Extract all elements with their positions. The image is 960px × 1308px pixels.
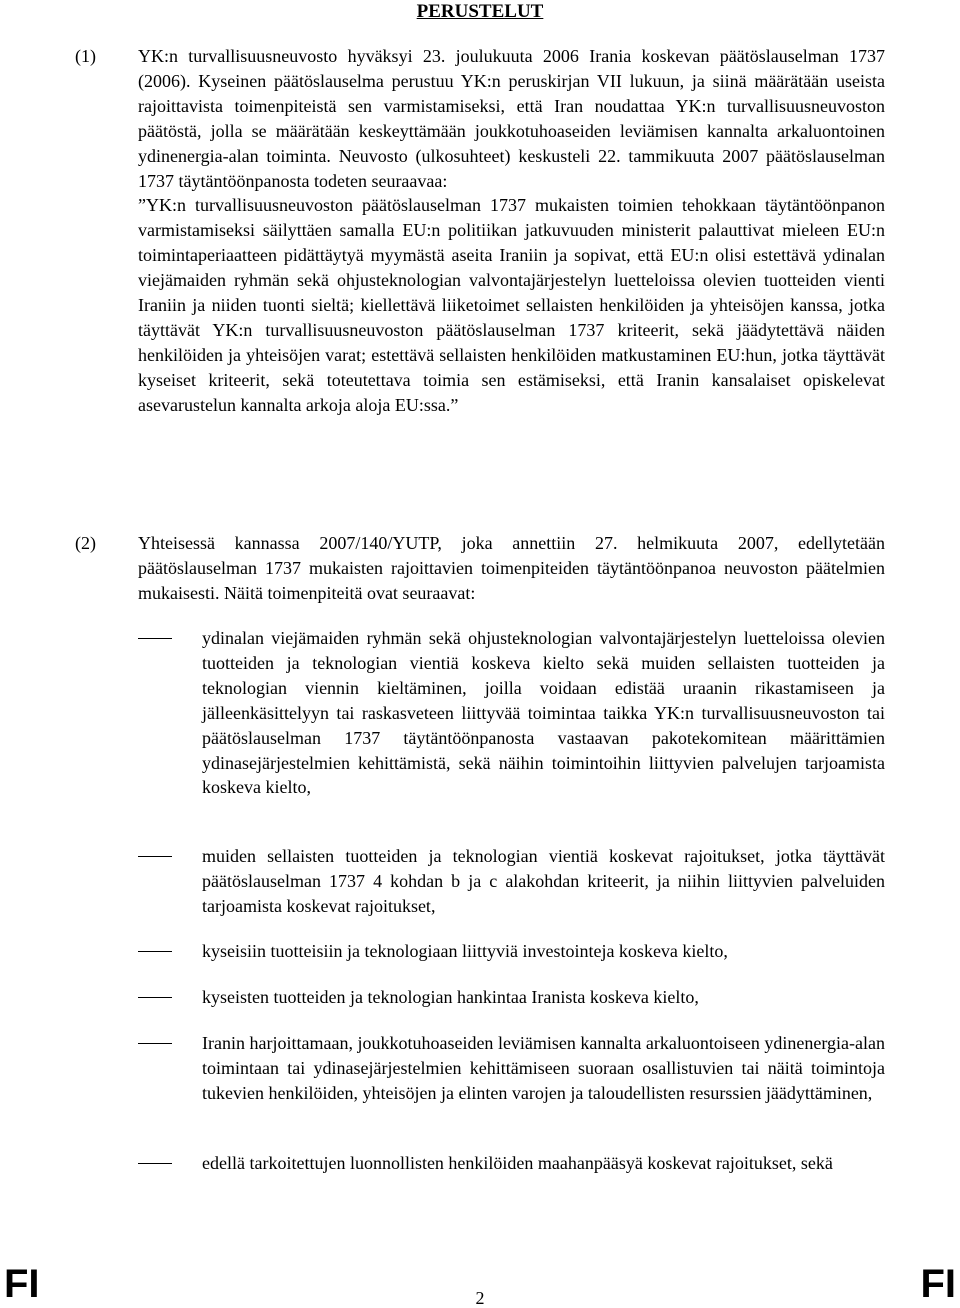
list-item bbox=[138, 1151, 885, 1176]
page-title: PERUSTELUT bbox=[416, 1, 544, 22]
list-item-text: ydinalan viejämaiden ryhmän sekä ohjusteknologian valvontajärjestelyn luetteloissa olevien tuotteiden ja teknologian vientiä koskeva kielto sekä muiden sellaisten tuotteiden ja teknologian viennin kieltäminen, joilla voidaan edistää uraanin rikastamiseen ja jälleenkäsittelyyn tai raskasveteen liittyvää toimintaa taikka YK:n turvallisuusneuvoston tai päätöslauselman 1737 täytäntöönpanosta vastaavan pakotekomitean määrittämien ydinasejärjestelmien kehittämistä, sekä näihin toimintoihin liittyvien palvelujen tarjoamista koskeva kielto, bbox=[202, 628, 885, 798]
list-item-text: edellä tarkoitettujen luonnollisten henkilöiden maahanpääsyä koskevat rajoitukset, sekä bbox=[202, 1153, 833, 1173]
list-item-text: kyseisten tuotteiden ja teknologian hankintaa Iranista koskeva kielto, bbox=[202, 987, 699, 1007]
dash-bullet-icon bbox=[138, 997, 172, 998]
list-item-text: kyseisiin tuotteisiin ja teknologiaan liittyviä investointeja koskeva kielto, bbox=[202, 941, 728, 961]
list-item-text: Iranin harjoittamaan, joukkotuhoaseiden leviämisen kannalta arkaluontoiseen ydinenergia-alan toimintaan tai ydinasejärjestelmien kehittämiseen suoraan osallistuvien tai näitä toimintoja tukevien henkilöiden, yhteisöjen ja elinten varojen ja taloudellisten resurssien jäädyttäminen, bbox=[202, 1033, 885, 1103]
list-item-text: muiden sellaisten tuotteiden ja teknologian vientiä koskevat rajoitukset, jotka täyttävät päätöslauselman 1737 4 kohdan b ja c alakohdan kriteerit, ja niihin liittyvien palveluiden tarjoamista koskevat rajoitukset, bbox=[202, 846, 885, 916]
dash-bullet-icon bbox=[138, 951, 172, 952]
section-2-text: Yhteisessä kannassa 2007/140/YUTP, joka annettiin 27. helmikuuta 2007, edellytetään päätöslauselman 1737 mukaisten rajoittavien toimenpiteiden täytäntöönpanoa neuvoston päätelmien mukaisesti. Näitä toimenpiteitä ovat seuraavat: bbox=[138, 533, 885, 603]
list-item bbox=[138, 985, 885, 1010]
section-number: (1) bbox=[75, 46, 96, 66]
section-1 bbox=[75, 44, 885, 418]
list-item bbox=[138, 939, 885, 964]
council-quote: ”YK:n turvallisuusneuvoston päätöslauselman 1737 mukaisten toimien tehokkaan täytäntöönpanon varmistamiseksi säilyttäen samalla EU:n politiikan jatkuvuuden ministerit palauttivat mieleen EU:n toimintaperiaatteen pidättäytyä myymästä aseita Iraniin ja sopivat, että EU:n olisi estettävä ydinalan viejämaiden ryhmän sekä ohjusteknologian valvontajärjestelyn luetteloissa olevien tuotteiden vienti Iraniin ja niiden tuonti sieltä; kiellettävä liiketoimet sellaisten henkilöiden ja yhteisöjen kanssa, jotka täyttävät YK:n turvallisuusneuvoston päätöslauselman 1737 kriteerit, sekä jäädytettävä näiden henkilöiden ja yhteisöjen varat; estettävä sellaisten henkilöiden matkustaminen EU:hun, jotka täyttävät kyseiset kriteerit, sekä toteutettava toimia sen estämiseksi, että Iranin kansalaiset opiskelevat asevarustelun kannalta arkoja aloja EU:ssa.” bbox=[138, 195, 885, 415]
page-number: 2 bbox=[475, 1288, 485, 1308]
dash-bullet-icon bbox=[138, 856, 172, 857]
section-number: (2) bbox=[75, 533, 96, 553]
dash-bullet-icon bbox=[138, 1043, 172, 1044]
dash-bullet-icon bbox=[138, 1163, 172, 1164]
list-item bbox=[138, 1031, 885, 1106]
section-2 bbox=[75, 531, 885, 606]
list-item bbox=[138, 626, 885, 800]
section-1-text: YK:n turvallisuusneuvosto hyväksyi 23. joulukuuta 2006 Irania koskevan päätöslauselman 1737 (2006). Kyseinen päätöslauselma perustuu YK:n peruskirjan VII lukuun, ja siinä määrätään useista rajoittavista toimenpiteistä sen varmistamiseksi, että Iran noudattaa YK:n turvallisuusneuvoston päätöstä, jolla se määrätään keskeyttämään joukkotuhoaseiden leviämisen kannalta arkaluontoinen ydinenergia-alan toiminta. Neuvosto (ulkosuhteet) keskusteli 22. tammikuuta 2007 päätöslauselman 1737 täytäntöönpanosta todeten seuraavaa: bbox=[138, 46, 885, 191]
footer-language-left: FI bbox=[4, 1262, 40, 1306]
footer-language-right: FI bbox=[920, 1262, 956, 1306]
list-item bbox=[138, 844, 885, 919]
dash-bullet-icon bbox=[138, 638, 172, 639]
